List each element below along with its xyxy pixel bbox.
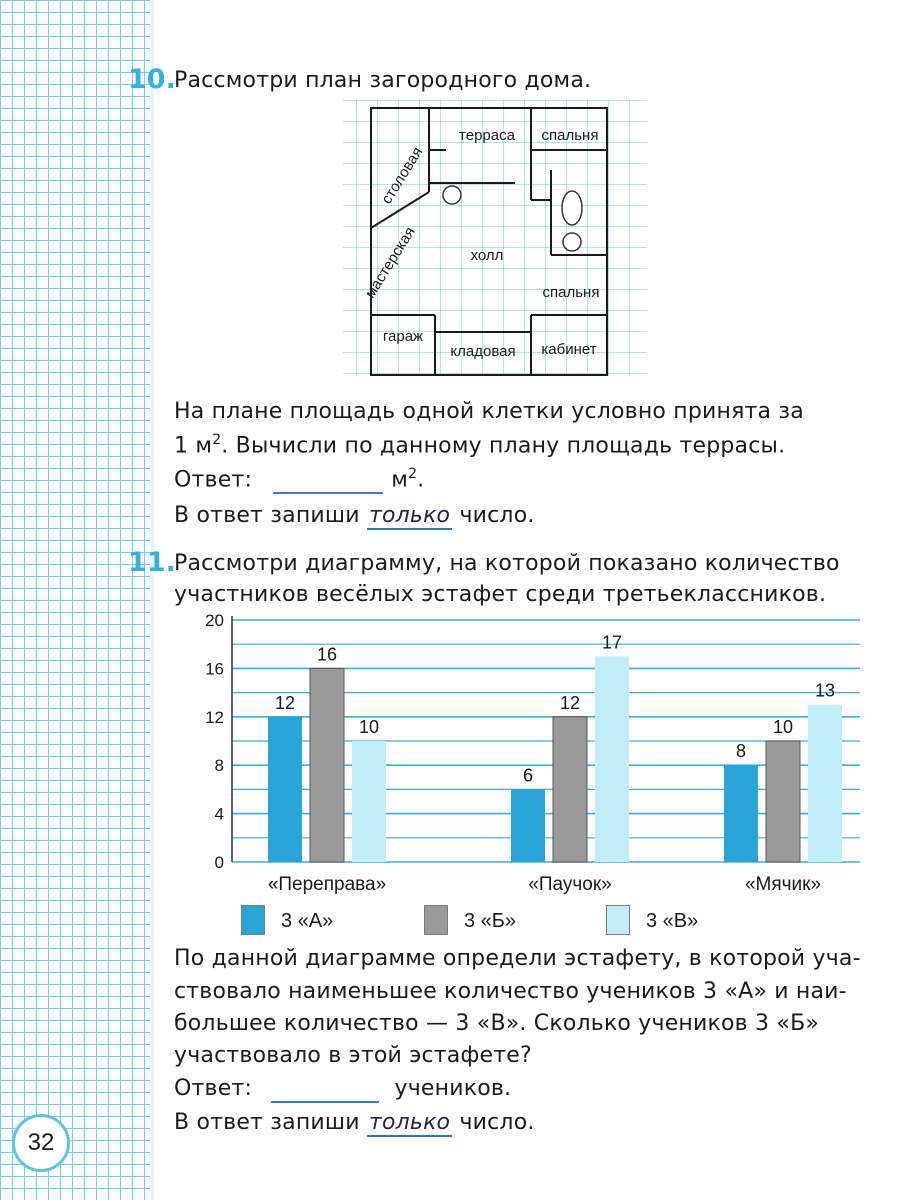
plan-fixture-oval — [562, 191, 582, 225]
task11-note — [174, 1110, 535, 1135]
bar-value-label: 10 — [358, 717, 380, 737]
task10-line2-sup: 2 — [212, 432, 222, 448]
legend-swatch-3b — [424, 905, 448, 935]
task11-q3: большее количество — 3 «В». Сколько учеников 3 «Б» — [174, 1011, 820, 1036]
bar-value-label: 8 — [735, 741, 747, 762]
task11-note-pre: В ответ запиши — [174, 1110, 360, 1135]
y-tick-label: 16 — [205, 659, 224, 679]
task10-intro: Рассмотри план загородного дома. — [174, 68, 592, 93]
bar — [310, 668, 344, 862]
task10-note-pre: В ответ запиши — [174, 503, 360, 528]
task10-line2-pre: 1 м — [174, 433, 213, 459]
bar — [352, 741, 386, 862]
room-storage: кладовая — [450, 343, 516, 360]
y-tick-label: 8 — [214, 756, 224, 776]
x-category-label: «Паучок» — [528, 874, 612, 895]
task11-answer-row — [174, 1076, 511, 1103]
task10-answer-label: Ответ: — [174, 467, 253, 493]
room-terrace: терраса — [459, 127, 515, 144]
x-category-label: «Переправа» — [267, 874, 387, 895]
task10-answer-unit-end: . — [417, 467, 425, 493]
task10-line1 — [174, 399, 874, 424]
task10-line1-text: На плане площадь одной клетки условно принята за — [174, 399, 804, 424]
bar — [808, 705, 842, 862]
bar-value-label: 16 — [316, 644, 338, 665]
bar — [595, 656, 629, 862]
task10-answer-row — [174, 466, 424, 494]
plan-fixture-circle-small — [563, 233, 581, 251]
task11-answer-field[interactable] — [271, 1076, 379, 1103]
bar — [511, 789, 545, 862]
bar — [724, 765, 758, 862]
bar-value-label: 13 — [814, 680, 836, 701]
task10-note-post: число. — [459, 503, 535, 528]
x-category-label: «Мячик» — [744, 874, 822, 895]
task11-note-emph: только — [368, 1110, 451, 1135]
task11-line1: Рассмотри диаграмму, на которой показано количество — [174, 551, 840, 576]
legend-swatch-3a — [241, 905, 265, 935]
bar-value-label: 10 — [772, 717, 794, 737]
relay-bar-chart — [190, 606, 880, 946]
y-tick-label: 4 — [214, 804, 224, 824]
room-study: кабинет — [541, 341, 597, 358]
room-bedroom-top: спальня — [541, 127, 599, 144]
legend-swatch-3v — [606, 905, 630, 935]
task11-q2: ствовало наименьшее количество учеников 3 «А» и наи- — [174, 979, 847, 1004]
bar — [766, 741, 800, 862]
legend-label-3b: 3 «Б» — [464, 910, 517, 932]
task10-answer-unit-sup: 2 — [408, 466, 418, 482]
task11-number: 11. — [128, 547, 176, 578]
task10-number: 10. — [128, 64, 176, 95]
task10-note — [174, 503, 535, 528]
y-tick-label: 12 — [205, 707, 224, 727]
bar-value-label: 12 — [559, 692, 581, 713]
room-bedroom-right: спальня — [542, 284, 600, 301]
house-plan — [335, 100, 655, 380]
bar — [553, 717, 587, 862]
plan-fixture-circle — [443, 186, 461, 204]
legend-label-3a: 3 «А» — [281, 910, 334, 932]
task11-q4: участвовало в этой эстафете? — [174, 1043, 532, 1068]
task11-line2: участников весёлых эстафет среди третьеклассников. — [174, 582, 827, 607]
room-hall: холл — [470, 247, 504, 264]
room-dining: столовая — [378, 144, 427, 208]
task10-answer-unit: м — [391, 467, 409, 493]
margin-grid-edge — [150, 0, 154, 1200]
room-garage: гараж — [382, 328, 424, 345]
bar-value-label: 12 — [274, 692, 296, 713]
task11-answer-label: Ответ: — [174, 1076, 253, 1101]
task10-line2 — [174, 432, 785, 458]
room-workshop: мастерская — [361, 224, 419, 302]
task11-note-post: число. — [459, 1110, 535, 1135]
bar — [268, 717, 302, 862]
y-tick-label: 20 — [205, 611, 224, 630]
task11-q1: По данной диаграмме определи эстафету, в которой уча- — [174, 946, 861, 971]
task10-answer-field[interactable] — [273, 467, 383, 494]
task11-answer-unit: учеников. — [394, 1076, 512, 1101]
y-tick-label: 0 — [214, 853, 224, 872]
bar-value-label: 6 — [522, 765, 534, 786]
margin-grid — [0, 0, 150, 1200]
task10-line2-post: . Вычисли по данному плану площадь террасы. — [221, 433, 786, 459]
task10-note-emph: только — [368, 503, 451, 528]
page-number: 32 — [12, 1114, 70, 1172]
legend-label-3v: 3 «В» — [646, 910, 699, 932]
bar-value-label: 17 — [601, 632, 623, 653]
